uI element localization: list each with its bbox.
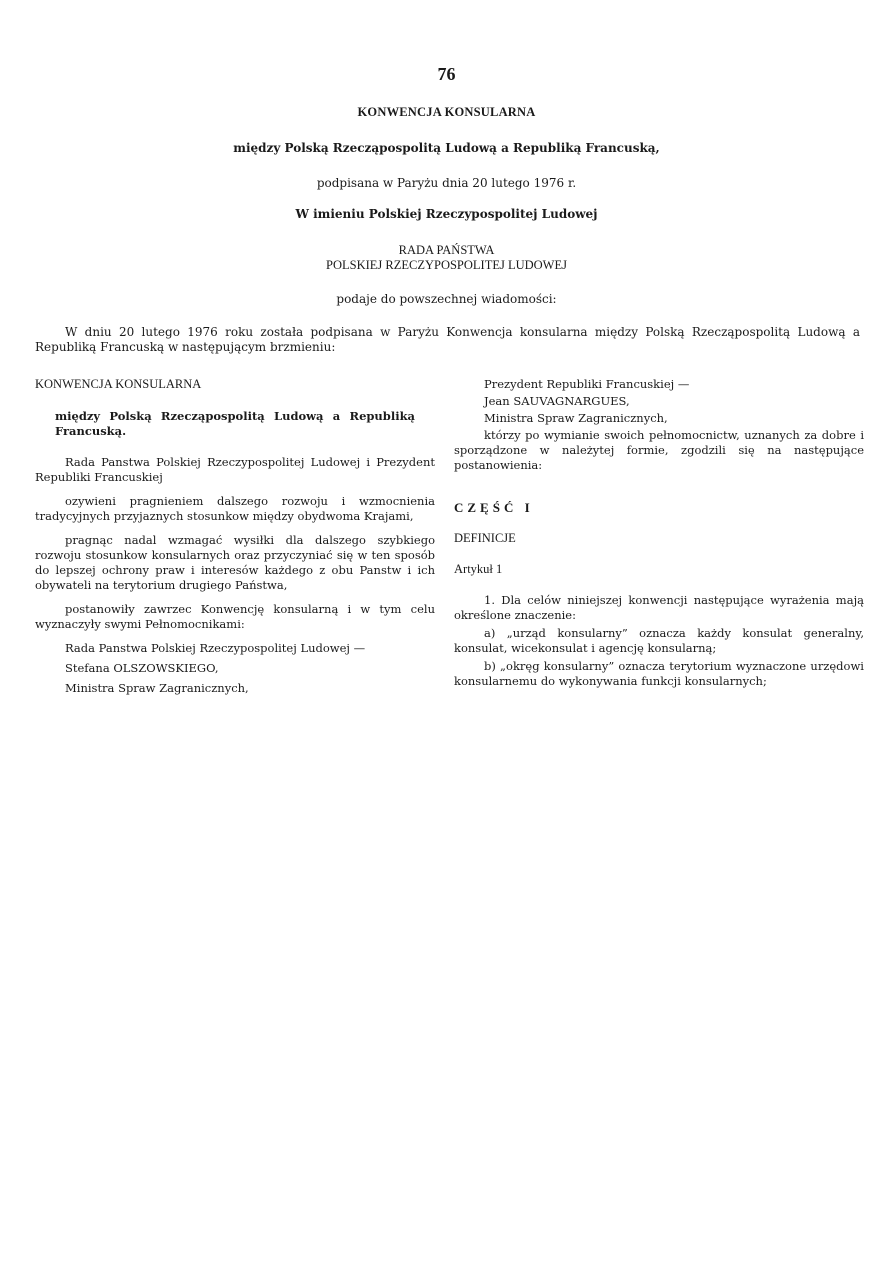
council-heading-line2: POLSKIEJ RZECZYPOSPOLITEJ LUDOWEJ xyxy=(326,258,567,272)
plenipotentiary-1-name: Stefana OLSZOWSKIEGO, xyxy=(65,661,219,675)
preamble-paragraph-2: pragnąc nadal wzmagać wysiłki dla dalszego szybkiego rozwoju stosunkow konsularnych oraz przyczyniać się w ten sposób do lepszej ochrony praw i interesów każdego z obu Panstw i ich obywateli na terytorium drugiego Państwa, xyxy=(35,533,435,592)
page-number: 76 xyxy=(437,64,456,84)
plenipotentiary-2-title: Ministra Spraw Zagranicznych, xyxy=(484,411,668,425)
article-1-item-a: a) „urząd konsularny” oznacza każdy konsulat generalny, konsulat, wicekonsulat i agencję konsularną; xyxy=(454,626,864,655)
council-heading-line1: RADA PAŃSTWA xyxy=(398,243,495,257)
plenipotentiary-2-name: Jean SAUVAGNARGUES, xyxy=(484,394,630,408)
left-column xyxy=(35,377,435,696)
article-heading: Artykuł 1 xyxy=(454,562,503,576)
preamble-paragraph-3: postanowiły zawrzec Konwencję konsularną i w tym celu wyznaczyły swymi Pełnomocnikami: xyxy=(35,602,435,631)
section-heading: DEFINICJE xyxy=(454,531,516,545)
announcement-line: podaje do powszechnej wiadomości: xyxy=(336,292,557,306)
article-1-item-b: b) „okręg konsularny” oznacza terytorium wyznaczone urzędowi konsularnemu do wykonywania funkcji konsularnych; xyxy=(454,659,864,688)
signing-info: podpisana w Paryżu dnia 20 lutego 1976 r. xyxy=(316,176,577,190)
document-subtitle: między Polską Rzecząpospolitą Ludową a Republiką Francuską, xyxy=(233,141,660,155)
plenipotentiary-2-line1: Prezydent Republiki Francuskiej — xyxy=(484,377,690,391)
convention-subtitle: między Polską Rzecząpospolitą Ludową a Republiką Francuską. xyxy=(55,409,415,438)
on-behalf-heading: W imieniu Polskiej Rzeczypospolitej Ludowej xyxy=(295,207,598,221)
right-column xyxy=(454,377,864,689)
plenipotentiary-1-title: Ministra Spraw Zagranicznych, xyxy=(65,681,249,695)
preamble-paragraph-1: ozywieni pragnieniem dalszego rozwoju i wzmocnienia tradycyjnych przyjaznych stosunkow między obydwoma Krajami, xyxy=(35,494,435,523)
parties-paragraph: Rada Panstwa Polskiej Rzeczypospolitej Ludowej i Prezydent Republiki Francuskiej xyxy=(35,455,435,484)
article-1-paragraph-1: 1. Dla celów niniejszej konwencji następujące wyrażenia mają określone znaczenie: xyxy=(454,593,864,622)
convention-title: KONWENCJA KONSULARNA xyxy=(35,377,202,391)
document-title: KONWENCJA KONSULARNA xyxy=(357,105,536,119)
agreement-paragraph: którzy po wymianie swoich pełnomocnictw, uznanych za dobre i sporządzone w należytej formie, zgodzili się na następujące postanowienia: xyxy=(454,428,864,472)
part-heading: CZĘŚĆ I xyxy=(454,500,534,515)
plenipotentiary-1-line1: Rada Panstwa Polskiej Rzeczypospolitej Ludowej — xyxy=(65,641,366,655)
intro-paragraph: W dniu 20 lutego 1976 roku została podpisana w Paryżu Konwencja konsularna między Polską Rzecząpospolitą Ludową a Republiką Francuską w następującym brzmieniu: xyxy=(35,325,860,354)
